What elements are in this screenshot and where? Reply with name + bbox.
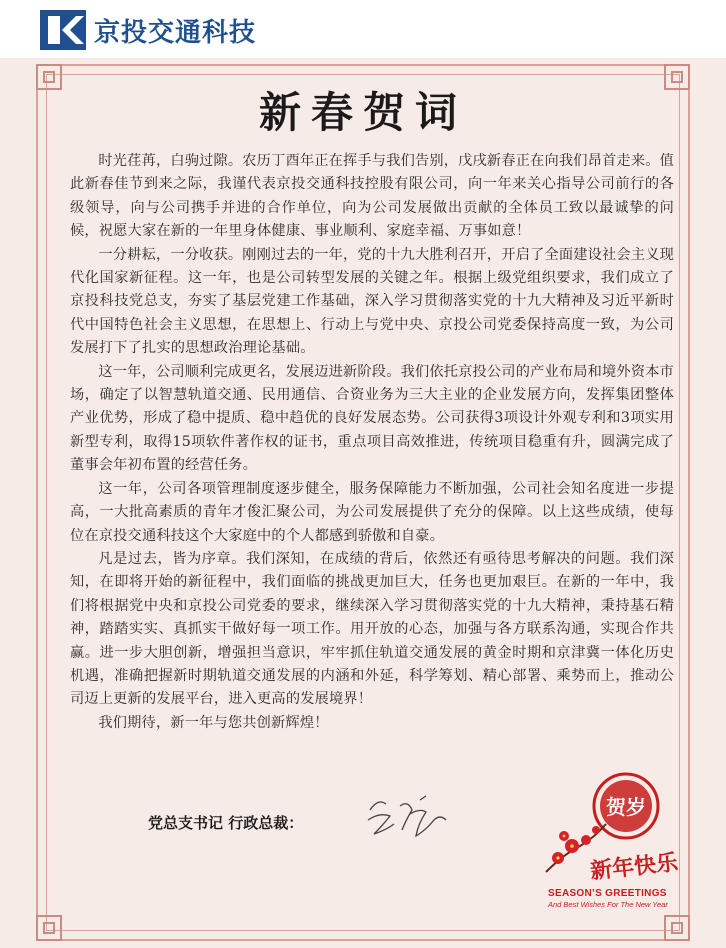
letter-body [70,150,674,735]
paragraph: 凡是过去，皆为序章。我们深知，在成绩的背后，依然还有亟待思考解决的问题。我们深知，在即将开始的新征程中，我们面临的挑战更加巨大，任务也更加艰巨。在新的一年中，我们将根据党中央和京投公司党委的要求，继续深入学习贯彻落实党的十九大精神，秉持基石精神，踏踏实实、真抓实干做好每一项工作。用开放的心态，加强与各方联系沟通，实现合作共赢。进一步大胆创新，增强担当意识，牢牢抓住轨道交通发展的黄金时期和京津冀一体化历史机遇，准确把握新时期轨道交通发展的内涵和外延，科学筹划、精心部署、乘势而上，推动公司迈上更新的发展平台，进入更高的发展境界！ [70,550,674,708]
season-greetings-title: SEASON’S GREETINGS [548,888,667,899]
new-year-greeting: 新年快乐 [589,849,680,885]
frame-corner-bottom-left [36,915,62,941]
header-bar [0,0,726,58]
company-name: 京投交通科技 [94,18,257,48]
company-logo-icon [40,10,86,50]
season-greetings-subtitle: And Best Wishes For The New Year [548,900,668,909]
frame-corner-bottom-right [664,915,690,941]
signature-label: 党总支书记 行政总裁： [148,814,304,832]
paragraph: 一分耕耘，一分收获。刚刚过去的一年，党的十九大胜利召开，开启了全面建设社会主义现代化国家新征程。这一年，也是公司转型发展的关键之年。根据上级党组织要求，我们成立了京投科技党总支，夯实了基层党建工作基础，深入学习贯彻落实党的十九大精神及习近平新时代中国特色社会主义思想，在思想上、行动上与党中央、京投公司党委保持高度一致，为公司发展打下了扎实的思想政治理论基础。 [70,246,674,357]
paragraph: 这一年，公司顺利完成更名，发展迈进新阶段。我们依托京投公司的产业布局和境外资本市场，确定了以智慧轨道交通、民用通信、合资业务为三大主业的企业发展方向，发挥集团整体产业优势，形成了稳中提质、稳中趋优的良好发展态势。公司获得3项设计外观专利和3项实用新型专利，取得15项软件著作权的证书，重点项目高效推进，传统项目稳重有升，圆满完成了董事会年初布置的经营任务。 [70,363,674,474]
paragraph: 这一年，公司各项管理制度逐步健全，服务保障能力不断加强，公司社会知名度进一步提高，一大批高素质的青年才俊汇聚公司，为公司发展提供了充分的保障。以上这些成绩，使每位在京投交通科技这个大家庭中的个人都感到骄傲和自豪。 [70,480,674,544]
seal-text: 贺岁 [606,795,646,819]
paragraph: 时光荏苒，白驹过隙。农历丁酉年正在挥手与我们告别，戊戌新春正在向我们昂首走来。值此新春佳节到来之际，我谨代表京投交通科技控股有限公司，向一年来关心指导公司前行的各级领导，向与公司携手并进的合作单位，向为公司发展做出贡献的全体员工致以最诚挚的问候，祝愿大家在新的一年里身体健康、事业顺利、家庭幸福、万事如意！ [70,153,674,240]
page-title: 新春贺词 [258,88,467,137]
handwritten-signature [360,790,460,846]
paragraph: 我们期待，新一年与您共创新辉煌！ [98,714,329,731]
